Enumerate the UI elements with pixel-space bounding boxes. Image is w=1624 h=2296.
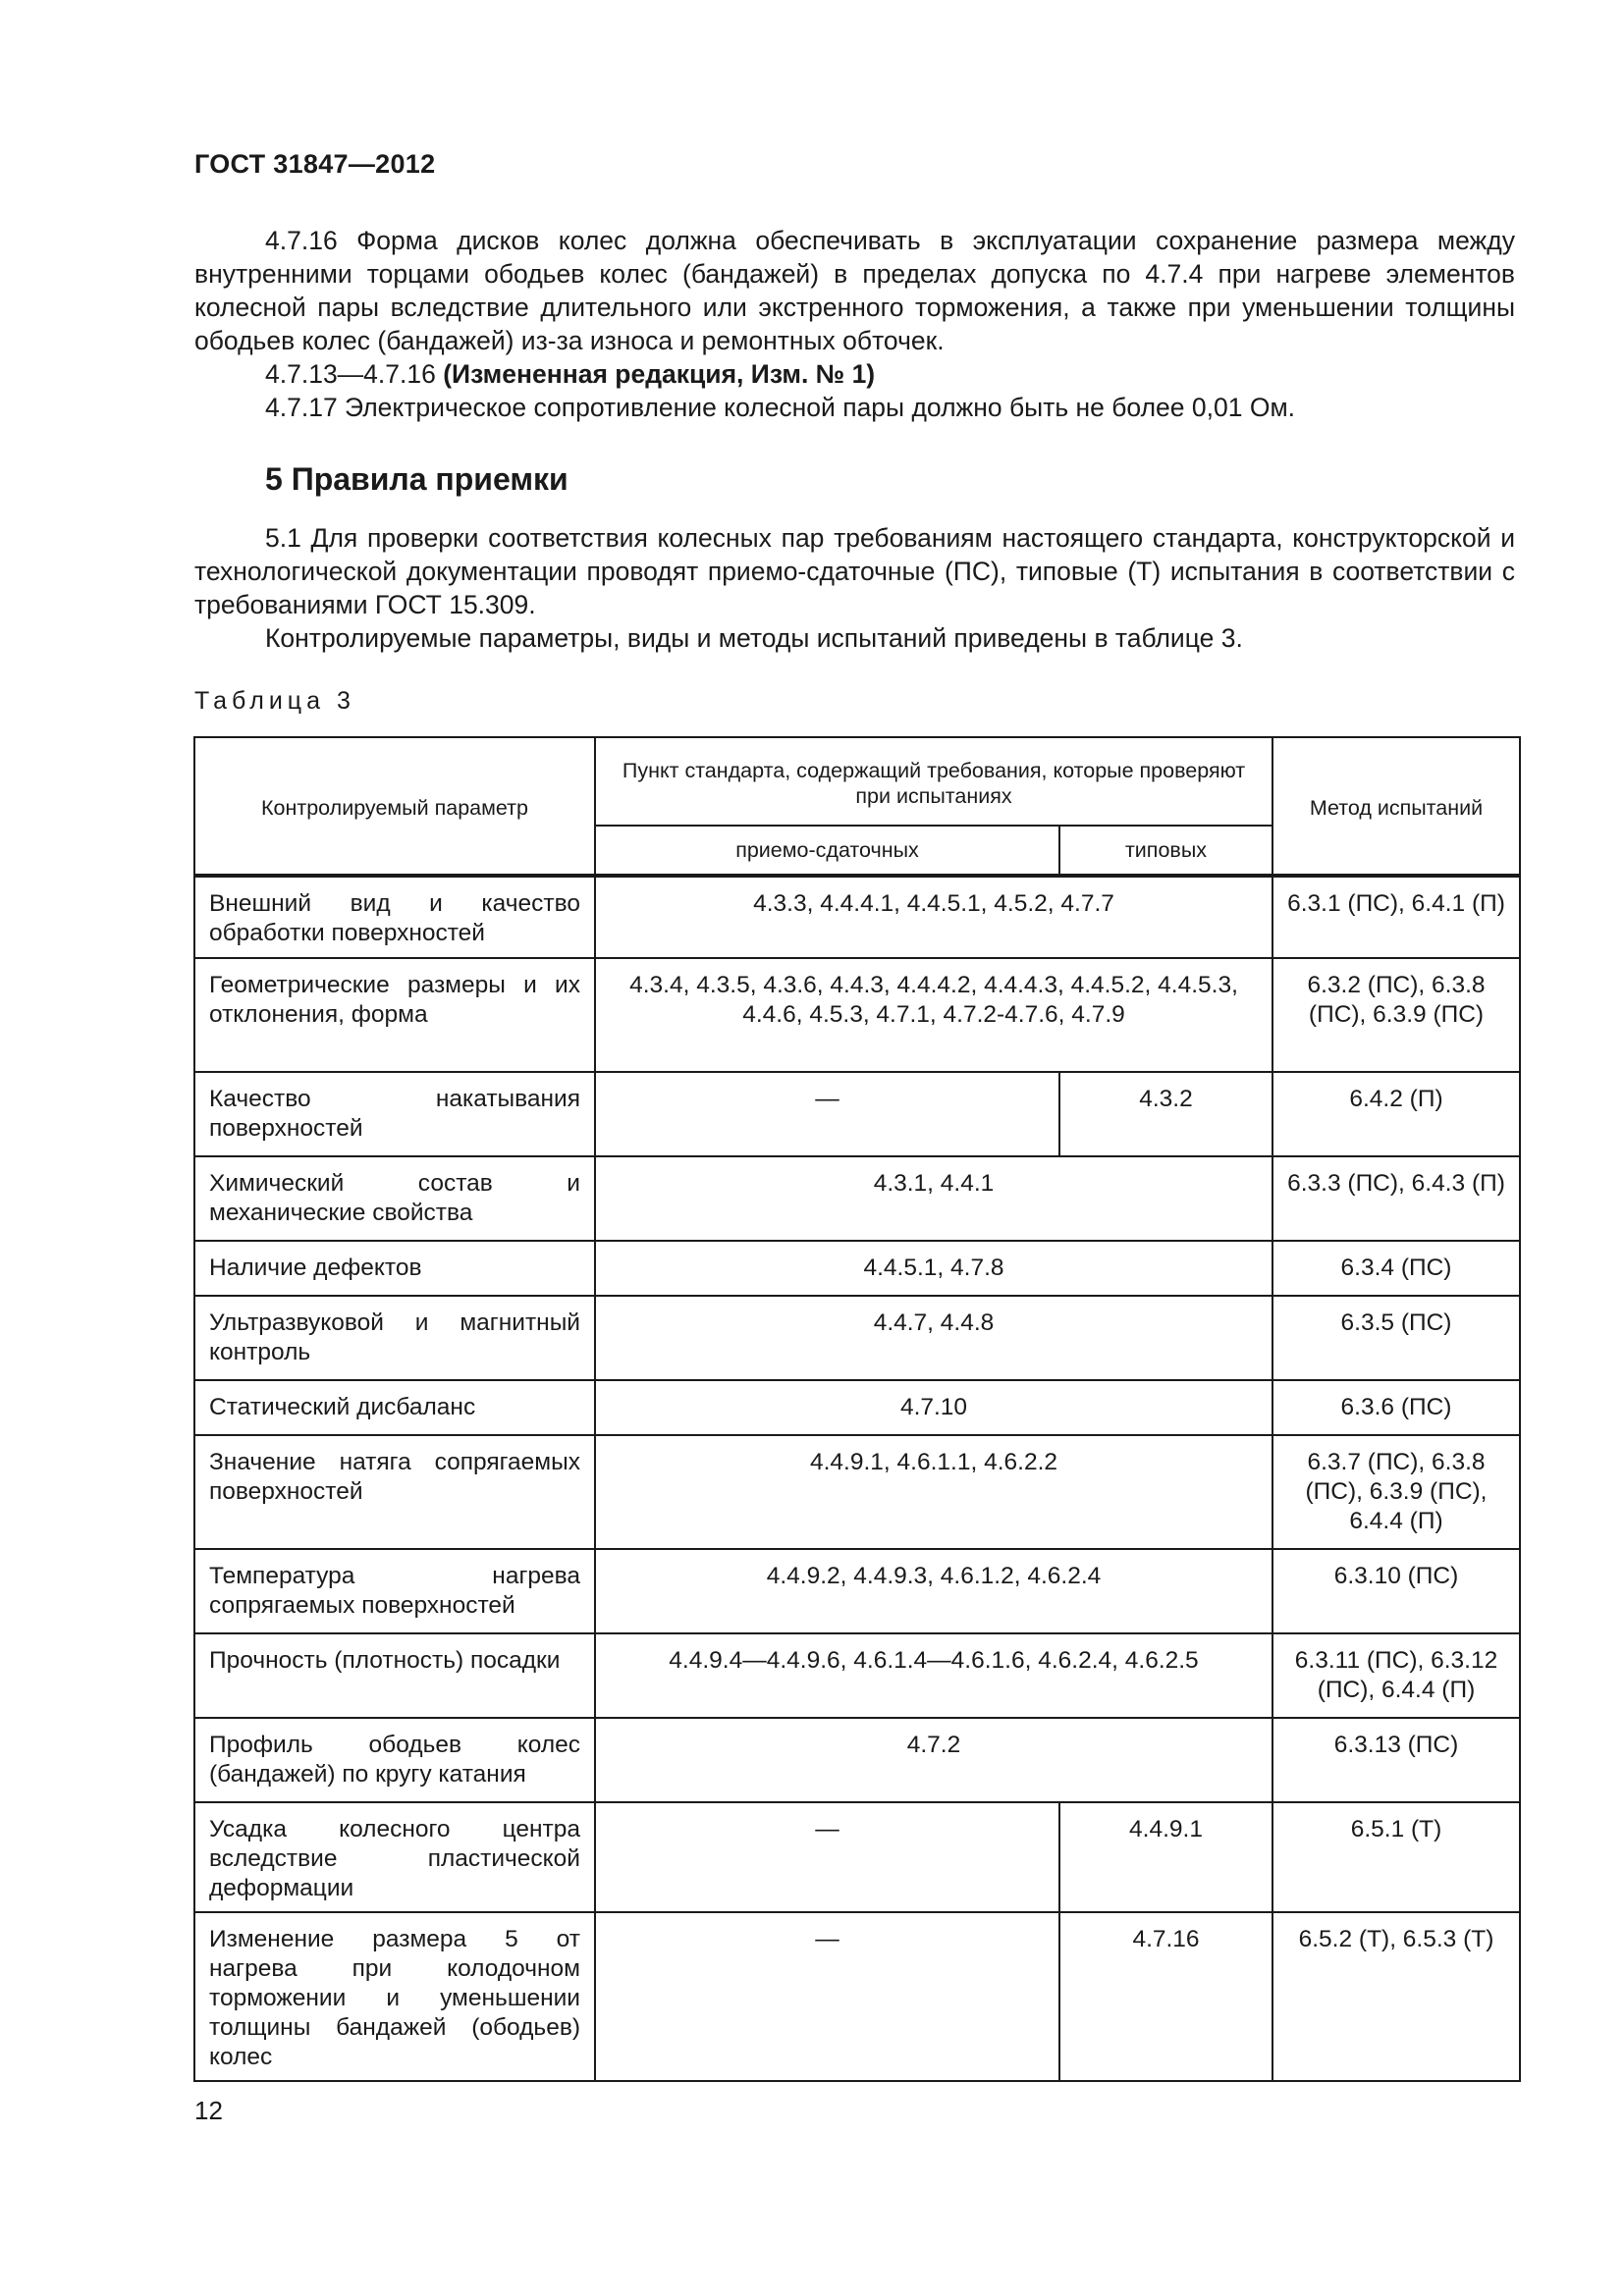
- table-row: [194, 1802, 1520, 1912]
- cell-parameter: Изменение размера 5 от нагрева при колодочном торможении и уменьшении толщины бандажей (ободьев) колес: [194, 1912, 595, 2081]
- header-type: типовых: [1059, 826, 1272, 876]
- cell-parameter: Качество накатывания поверхностей: [194, 1072, 595, 1156]
- table-row: [194, 1633, 1520, 1718]
- cell-acceptance: —: [595, 1072, 1059, 1156]
- cell-method: 6.4.2 (П): [1272, 1072, 1520, 1156]
- cell-parameter: Температура нагрева сопрягаемых поверхностей: [194, 1549, 595, 1633]
- table-body: [194, 876, 1520, 2081]
- table-row: [194, 1241, 1520, 1296]
- table-row: [194, 1296, 1520, 1380]
- cell-clauses: 4.4.9.2, 4.4.9.3, 4.6.1.2, 4.6.2.4: [595, 1549, 1272, 1633]
- cell-acceptance: —: [595, 1802, 1059, 1912]
- cell-parameter: Усадка колесного центра вследствие пластической деформации: [194, 1802, 595, 1912]
- cell-clauses: 4.7.2: [595, 1718, 1272, 1802]
- cell-method: 6.3.6 (ПС): [1272, 1380, 1520, 1435]
- table-reference-text: Контролируемые параметры, виды и методы испытаний приведены в таблице 3.: [265, 623, 1243, 653]
- cell-parameter: Ультразвуковой и магнитный контроль: [194, 1296, 595, 1380]
- table-row: [194, 1072, 1520, 1156]
- clause-4-7-17: 4.7.17 Электрическое сопротивление колесной пары должно быть не более 0,01 Ом.: [265, 393, 1296, 422]
- cell-parameter: Химический состав и механические свойства: [194, 1156, 595, 1241]
- parameters-table: [193, 736, 1521, 2082]
- intro-text: [194, 224, 1515, 424]
- clause-4-7-16: 4.7.16 Форма дисков колес должна обеспечивать в эксплуатации сохранение размера между внутренними торцами ободьев колес (бандажей) в пределах допуска по 4.7.4 при нагреве элементов колесной пары вследствие длительного или экстренного торможения, а также при уменьшении толщины ободьев колес (бандажей) из-за износа и ремонтных обточек.: [194, 226, 1515, 355]
- cell-parameter: Прочность (плотность) посадки: [194, 1633, 595, 1718]
- section-title: 5 Правила приемки: [265, 461, 568, 497]
- cell-clauses: 4.7.10: [595, 1380, 1272, 1435]
- cell-parameter: Профиль ободьев колес (бандажей) по кругу катания: [194, 1718, 595, 1802]
- cell-clauses: 4.4.7, 4.4.8: [595, 1296, 1272, 1380]
- cell-parameter: Геометрические размеры и их отклонения, форма: [194, 958, 595, 1072]
- cell-method: 6.3.4 (ПС): [1272, 1241, 1520, 1296]
- header-parameter: Контролируемый параметр: [194, 737, 595, 876]
- table-row: [194, 1912, 1520, 2081]
- cell-method: 6.3.13 (ПС): [1272, 1718, 1520, 1802]
- cell-parameter: Значение натяга сопрягаемых поверхностей: [194, 1435, 595, 1549]
- amendment-note: [194, 357, 1515, 391]
- cell-parameter: Внешний вид и качество обработки поверхностей: [194, 876, 595, 958]
- table-caption: Таблица 3: [194, 687, 355, 715]
- cell-type: 4.4.9.1: [1059, 1802, 1272, 1912]
- table-row: [194, 876, 1520, 958]
- cell-method: 6.3.3 (ПС), 6.4.3 (П): [1272, 1156, 1520, 1241]
- cell-clauses: 4.3.3, 4.4.4.1, 4.4.5.1, 4.5.2, 4.7.7: [595, 876, 1272, 958]
- amendment-label: (Измененная редакция, Изм. № 1): [443, 359, 876, 389]
- table-row: [194, 1549, 1520, 1633]
- section-text: [194, 521, 1515, 655]
- cell-method: 6.3.1 (ПС), 6.4.1 (П): [1272, 876, 1520, 958]
- table-row: [194, 1435, 1520, 1549]
- header-method: Метод испытаний: [1272, 737, 1520, 876]
- cell-method: 6.3.11 (ПС), 6.3.12 (ПС), 6.4.4 (П): [1272, 1633, 1520, 1718]
- table-row: [194, 958, 1520, 1072]
- cell-type: 4.3.2: [1059, 1072, 1272, 1156]
- cell-type: 4.7.16: [1059, 1912, 1272, 2081]
- header-clause: Пункт стандарта, содержащий требования, которые проверяют при испытаниях: [595, 737, 1272, 826]
- cell-parameter: Статический дисбаланс: [194, 1380, 595, 1435]
- cell-method: 6.5.1 (Т): [1272, 1802, 1520, 1912]
- clause-5-1: 5.1 Для проверки соответствия колесных пар требованиям настоящего стандарта, конструкторской и технологической документации проводят приемо-сдаточные (ПС), типовые (Т) испытания в соответствии с требованиями ГОСТ 15.309.: [194, 523, 1515, 619]
- cell-method: 6.3.2 (ПС), 6.3.8 (ПС), 6.3.9 (ПС): [1272, 958, 1520, 1072]
- page-number: 12: [194, 2096, 223, 2125]
- cell-acceptance: —: [595, 1912, 1059, 2081]
- cell-method: 6.3.10 (ПС): [1272, 1549, 1520, 1633]
- cell-clauses: 4.3.1, 4.4.1: [595, 1156, 1272, 1241]
- cell-method: 6.3.7 (ПС), 6.3.8 (ПС), 6.3.9 (ПС), 6.4.4 (П): [1272, 1435, 1520, 1549]
- header-acceptance: приемо-сдаточных: [595, 826, 1059, 876]
- table-row: [194, 1156, 1520, 1241]
- cell-clauses: 4.4.9.4—4.4.9.6, 4.6.1.4—4.6.1.6, 4.6.2.4, 4.6.2.5: [595, 1633, 1272, 1718]
- cell-parameter: Наличие дефектов: [194, 1241, 595, 1296]
- amendment-range: 4.7.13—4.7.16: [265, 359, 444, 389]
- cell-clauses: 4.4.5.1, 4.7.8: [595, 1241, 1272, 1296]
- cell-method: 6.3.5 (ПС): [1272, 1296, 1520, 1380]
- table-row: [194, 1718, 1520, 1802]
- table-row: [194, 1380, 1520, 1435]
- cell-clauses: 4.3.4, 4.3.5, 4.3.6, 4.4.3, 4.4.4.2, 4.4.4.3, 4.4.5.2, 4.4.5.3, 4.4.6, 4.5.3, 4.7.1, 4.7.2-4.7.6, 4.7.9: [595, 958, 1272, 1072]
- cell-method: 6.5.2 (Т), 6.5.3 (Т): [1272, 1912, 1520, 2081]
- document-id-header: ГОСТ 31847—2012: [194, 149, 436, 179]
- cell-clauses: 4.4.9.1, 4.6.1.1, 4.6.2.2: [595, 1435, 1272, 1549]
